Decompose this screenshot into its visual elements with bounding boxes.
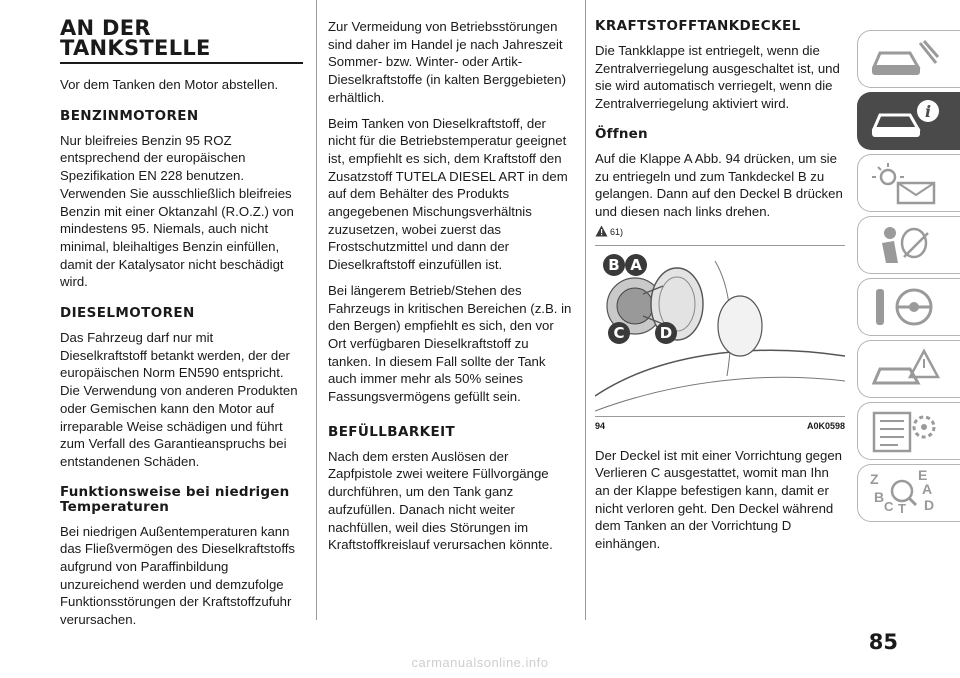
warning-reference[interactable]: [595, 225, 845, 237]
car-info-icon: [868, 99, 940, 143]
figure-fuel-flap: [595, 245, 845, 417]
benzin-text: Nur bleifreies Benzin 95 ROZ entsprechend der europäischen Spezifikation EN 228 benutzen. Verwenden Sie ausschließlich bleifreies Benzin mit einer Oktanzahl (R.O.Z.) von mindestens 95. Niemals, auch nicht minimal, bleihaltiges Benzin einfüllen, damit der Katalysator nicht beschädigt wird.: [60, 132, 294, 290]
figure-caption: [595, 421, 845, 431]
open-text: Auf die Klappe A Abb. 94 drücken, um sie zu entriegeln und zum Tankdeckel B zu gelangen. Dann auf den Deckel B drücken und diesen nach links drehen.: [595, 150, 843, 219]
tab-index[interactable]: [857, 464, 960, 522]
index-letter: C: [884, 499, 894, 514]
figure-code: A0K0598: [806, 420, 845, 431]
tab-car-tools[interactable]: [857, 30, 960, 88]
index-letter: E: [918, 467, 928, 483]
label-d: D: [655, 322, 677, 344]
figure-number: 94: [595, 420, 606, 431]
warning-lights-icon: [868, 161, 940, 205]
open-heading: Öffnen: [595, 125, 648, 142]
title-rule: [60, 62, 303, 64]
tab-warning-lights[interactable]: [857, 154, 960, 212]
tab-maintenance[interactable]: [857, 402, 960, 460]
watermark: carmanualsonline.info: [411, 655, 549, 670]
tab-car-info[interactable]: [857, 92, 960, 150]
maintenance-list-icon: [868, 409, 940, 453]
tether-text: Der Deckel ist mit einer Vorrichtung gegen Verlieren C ausgestattet, womit man Ihn an der Klappe befestigen kann, damit er nicht verloren geht. Den Deckel während dem Tanken an der Vorrichtung D einhängen.: [595, 447, 843, 552]
column-left: [60, 0, 303, 637]
benzin-heading: BENZINMOTOREN: [60, 107, 199, 124]
tab-breakdown[interactable]: [857, 340, 960, 398]
seasonal-diesel-text: Zur Vermeidung von Betriebsstörungen sind daher im Handel je nach Jahreszeit Sommer- bzw. Winter- oder Artik-Dieselkraftstoffe (in kalten Berggebieten) erhältlich.: [328, 19, 566, 105]
car-tools-icon: [868, 37, 940, 81]
page-number: 85: [868, 630, 898, 654]
column-divider: [585, 0, 586, 620]
low-temp-heading: Funktionsweise bei niedrigen Temperaturen: [60, 483, 290, 515]
diesel-heading: DIESELMOTOREN: [60, 305, 195, 322]
intro-text: Vor dem Tanken den Motor abstellen.: [60, 77, 279, 92]
index-letter: B: [874, 489, 885, 505]
label-b: B: [603, 254, 625, 276]
additive-text: Beim Tanken von Dieselkraftstoff, der nicht für die Betriebstemperatur geeignet ist, empfiehlt es sich, dem Kraftstoff den Zusatzstoff TUTELA DIESEL ART in dem auf dem Behälter des Produkts angegebenen Mischungsverhältnis zuzusetzen, wobei zuerst das Frostschutzmittel und dann der Dieselkraftstoff einzufüllen ist.: [328, 115, 568, 273]
diesel-text: Das Fahrzeug darf nur mit Dieselkraftstoff betankt werden, der der europäischen Norm EN590 entspricht. Die Verwendung von anderen Produkten oder Gemischen kann den Motor auf irreparable Weise schädigen und führt zum Verfall des Garantieanspruchs bei entstandenen Schäden.: [60, 330, 298, 469]
index-letter: D: [924, 497, 935, 513]
svg-text:i: i: [924, 102, 932, 121]
warning-triangle-icon: [595, 225, 608, 237]
index-letter: T: [898, 501, 906, 516]
column-middle: [328, 18, 574, 562]
index-letter: A: [922, 481, 933, 497]
fill-text: Nach dem ersten Auslösen der Zapfpistole zwei weitere Füllvorgänge durchführen, um den Tank ganz aufzufüllen. Danach nicht weiter nachfüllen, weil dies Störungen im Kraftstoffkreislauf verursachen könnte.: [328, 448, 553, 553]
airbag-icon: [868, 223, 940, 267]
fill-heading: BEFÜLLBARKEIT: [328, 423, 456, 440]
mountain-text: Bei längerem Betrieb/Stehen des Fahrzeugs in kritischen Bereichen (z.B. in den Bergen) empfiehlt es sich, den vor Ort verfügbaren Dieselkraftstoff zu tanken. In diesem Fall sollte der Tank auch immer mehr als 50% seines Fassungsvermögens gefüllt sein.: [328, 282, 572, 405]
breakdown-icon: [868, 347, 940, 391]
column-right: [595, 18, 845, 561]
label-a: A: [625, 254, 647, 276]
label-c: C: [608, 322, 630, 344]
tab-airbag[interactable]: [857, 216, 960, 274]
warning-ref-number: 61): [610, 226, 624, 237]
tab-steering-key[interactable]: [857, 278, 960, 336]
column-divider: [316, 0, 317, 620]
section-title: AN DER TANKSTELLE: [60, 16, 211, 60]
steering-key-icon: [868, 285, 940, 329]
low-temp-text: Bei niedrigen Außentemperaturen kann das Fließvermögen des Dieselkraftstoffs aufgrund von Paraffinbildung unzureichend werden und demzufolge Funktionsstörungen der Kraftstoffzufuhr verursachen.: [60, 523, 296, 628]
index-letter: Z: [870, 471, 879, 487]
fuel-cap-heading: KRAFTSTOFFTANKDECKEL: [595, 18, 801, 34]
fuel-cap-text: Die Tankklappe ist entriegelt, wenn die Zentralverriegelung ausgeschaltet ist, und sie wird automatisch verriegelt, wenn die Zentralverriegelung aktiviert wird.: [595, 43, 840, 112]
